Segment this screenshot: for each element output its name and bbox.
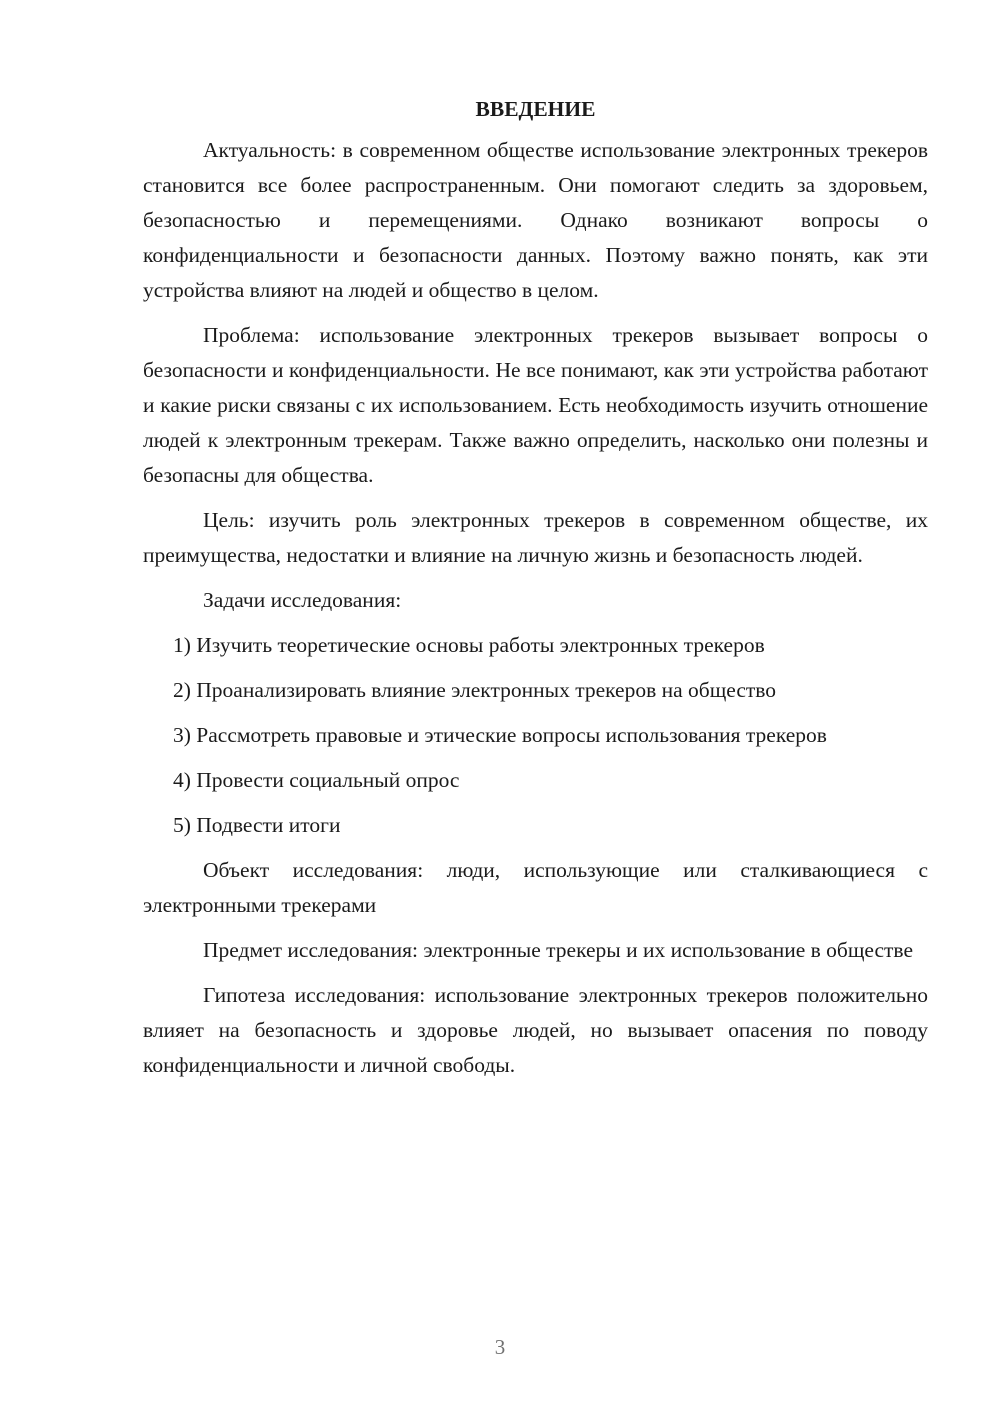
document-page [143,92,928,1093]
paragraph-subject: Предмет исследования: электронные трекеры и их использование в обществе [203,938,913,962]
task-item-4: 4) Провести социальный опрос [173,768,460,792]
paragraph-relevance: Актуальность: в современном обществе использование электронных трекеров становится все более распространенным. Они помогают следить за здоровьем, безопасностью и перемещениями. Однако возникают вопросы о конфиденциальности и безопасности данных. Поэтому важно понять, как эти устройства влияют на людей и общество в целом. [143,138,928,302]
task-item-3: 3) Рассмотреть правовые и этические вопросы использования трекеров [173,723,827,747]
paragraph-object: Объект исследования: люди, использующие или сталкивающиеся с электронными трекерами [143,858,928,917]
page-number: 3 [494,1335,506,1359]
paragraph-hypothesis: Гипотеза исследования: использование электронных трекеров положительно влияет на безопасность и здоровье людей, но вызывает опасения по поводу конфиденциальности и личной свободы. [143,983,928,1077]
paragraph-tasks-heading: Задачи исследования: [203,588,402,612]
section-title: ВВЕДЕНИЕ [475,97,596,121]
task-item-2: 2) Проанализировать влияние электронных трекеров на общество [173,678,777,702]
task-item-5: 5) Подвести итоги [173,813,341,837]
paragraph-goal: Цель: изучить роль электронных трекеров в современном обществе, их преимущества, недостатки и влияние на личную жизнь и безопасность людей. [143,508,928,567]
task-item-1: 1) Изучить теоретические основы работы электронных трекеров [173,633,765,657]
paragraph-problem: Проблема: использование электронных трекеров вызывает вопросы о безопасности и конфиденциальности. Не все понимают, как эти устройства работают и какие риски связаны с их использованием. Есть необходимость изучить отношение людей к электронным трекерам. Также важно определить, насколько они полезны и безопасны для общества. [143,323,928,487]
